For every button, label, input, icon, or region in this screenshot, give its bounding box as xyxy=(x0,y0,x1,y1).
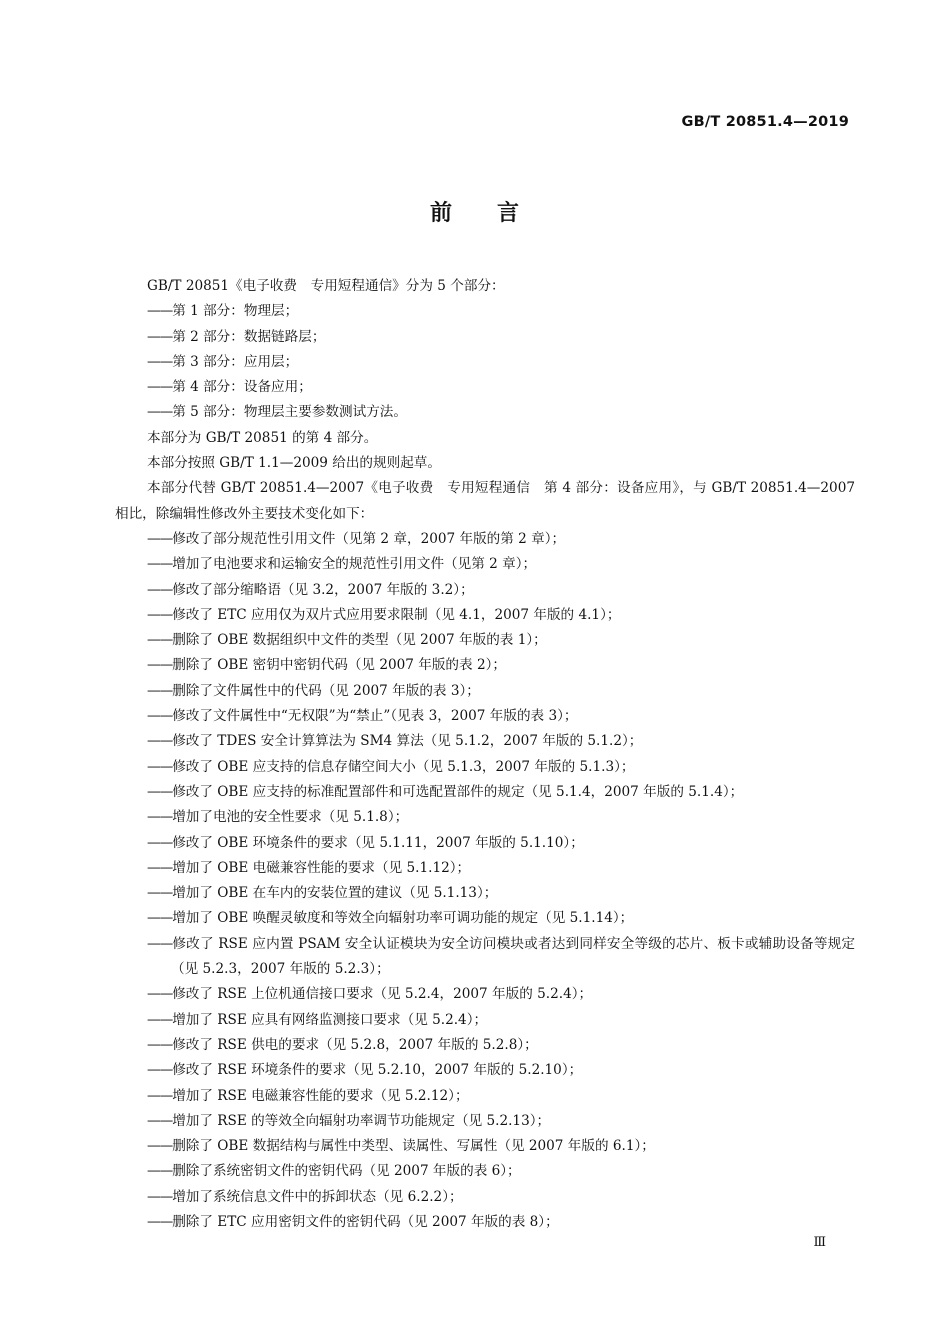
change-list-item xyxy=(115,780,855,805)
change-text: 删除了 ETC 应用密钥文件的密钥代码（见 2007 年版的表 8）； xyxy=(172,1213,559,1230)
dash-mark: —— xyxy=(147,1138,173,1155)
change-text: 修改了部分规范性引用文件（见第 2 章，2007 年版的第 2 章）； xyxy=(172,530,566,547)
change-list-item xyxy=(115,1058,855,1083)
title-char-1: 前 xyxy=(429,201,453,226)
change-text: 增加了系统信息文件中的拆卸状态（见 6.2.2）； xyxy=(172,1188,463,1205)
change-text: 修改了 RSE 供电的要求（见 5.2.8，2007 年版的 5.2.8）； xyxy=(172,1036,538,1053)
change-list-item xyxy=(115,932,855,983)
change-list-item xyxy=(115,1159,855,1184)
page-number: Ⅲ xyxy=(813,1235,826,1250)
change-text: 修改了 TDES 安全计算算法为 SM4 算法（见 5.1.2，2007 年版的 5.1.2）； xyxy=(172,733,643,750)
dash-mark: —— xyxy=(147,581,173,598)
dash-mark: —— xyxy=(147,632,173,649)
dash-mark: —— xyxy=(147,353,173,370)
dash-mark: —— xyxy=(147,379,173,396)
dash-mark: —— xyxy=(147,1188,173,1205)
dash-mark: —— xyxy=(147,1163,173,1180)
change-list-item xyxy=(115,1008,855,1033)
change-list-item xyxy=(115,729,855,754)
change-list-item xyxy=(115,704,855,729)
part-text: 第 5 部分：物理层主要参数测试方法。 xyxy=(172,404,407,421)
change-list-item xyxy=(115,527,855,552)
dash-mark: —— xyxy=(147,303,173,320)
part-statement: 本部分为 GB/T 20851 的第 4 部分。 xyxy=(147,429,378,446)
dash-mark: —— xyxy=(147,1036,173,1053)
standard-number: GB/T 20851.4—2019 xyxy=(681,114,849,130)
part-list-item xyxy=(115,299,855,324)
change-text: 增加了 OBE 电磁兼容性能的要求（见 5.1.12）； xyxy=(172,859,471,876)
dash-mark: —— xyxy=(147,657,173,674)
dash-mark: —— xyxy=(147,733,173,750)
change-list-item xyxy=(115,1109,855,1134)
change-list-item xyxy=(115,982,855,1007)
change-text: 增加了电池要求和运输安全的规范性引用文件（见第 2 章）； xyxy=(172,556,537,573)
page-title xyxy=(0,196,950,227)
change-text: 删除了 OBE 数据结构与属性中类型、读属性、写属性（见 2007 年版的 6.1）； xyxy=(172,1138,655,1155)
dash-mark: —— xyxy=(147,859,173,876)
change-text: 删除了 OBE 密钥中密钥代码（见 2007 年版的表 2）； xyxy=(172,657,506,674)
dash-mark: —— xyxy=(147,556,173,573)
part-list-item xyxy=(115,375,855,400)
dash-mark: —— xyxy=(147,935,173,952)
drafting-rules-statement: 本部分按照 GB/T 1.1—2009 给出的规则起草。 xyxy=(147,455,441,472)
change-list-item xyxy=(115,552,855,577)
part-text: 第 2 部分：数据链路层； xyxy=(172,328,326,345)
part-list-item xyxy=(115,325,855,350)
change-list-item xyxy=(115,805,855,830)
change-text: 删除了 OBE 数据组织中文件的类型（见 2007 年版的表 1）； xyxy=(172,632,547,649)
dash-mark: —— xyxy=(147,910,173,927)
change-list-item xyxy=(115,679,855,704)
change-text: 修改了部分缩略语（见 3.2，2007 年版的 3.2）； xyxy=(172,581,474,598)
foreword-body xyxy=(115,274,855,1235)
part-text: 第 4 部分：设备应用； xyxy=(172,379,312,396)
change-text: 修改了 OBE 环境条件的要求（见 5.1.11，2007 年版的 5.1.10）； xyxy=(172,834,584,851)
change-list-item xyxy=(115,1185,855,1210)
change-list-item xyxy=(115,653,855,678)
dash-mark: —— xyxy=(147,1062,173,1079)
dash-mark: —— xyxy=(147,530,173,547)
intro-paragraph: GB/T 20851《电子收费 专用短程通信》分为 5 个部分： xyxy=(147,278,505,294)
change-list-item xyxy=(115,1210,855,1235)
change-list-item xyxy=(115,578,855,603)
dash-mark: —— xyxy=(147,1011,173,1028)
change-text: 修改了 RSE 上位机通信接口要求（见 5.2.4，2007 年版的 5.2.4）； xyxy=(172,986,593,1003)
change-list-item xyxy=(115,1134,855,1159)
change-text: 增加了 OBE 在车内的安装位置的建议（见 5.1.13）； xyxy=(172,885,498,902)
dash-mark: —— xyxy=(147,1213,173,1230)
dash-mark: —— xyxy=(147,758,173,775)
title-char-2: 言 xyxy=(497,201,521,226)
change-text: 增加了 RSE 电磁兼容性能的要求（见 5.2.12）； xyxy=(172,1087,469,1104)
change-list-item xyxy=(115,755,855,780)
change-list-item xyxy=(115,856,855,881)
change-list-item xyxy=(115,1033,855,1058)
replacement-statement: 本部分代替 GB/T 20851.4—2007《电子收费 专用短程通信 第 4 部分：设备应用》，与 GB/T 20851.4—2007 相比，除编辑性修改外主要技术变化如下： xyxy=(115,480,855,522)
change-list-item xyxy=(115,1084,855,1109)
change-text: 修改了 OBE 应支持的标准配置部件和可选配置部件的规定（见 5.1.4，2007 年版的 5.1.4）； xyxy=(172,783,744,800)
dash-mark: —— xyxy=(147,404,173,421)
change-text: 删除了系统密钥文件的密钥代码（见 2007 年版的表 6）； xyxy=(172,1163,521,1180)
dash-mark: —— xyxy=(147,809,173,826)
dash-mark: —— xyxy=(147,682,173,699)
change-list-item xyxy=(115,628,855,653)
change-text: 增加了 OBE 唤醒灵敏度和等效全向辐射功率可调功能的规定（见 5.1.14）； xyxy=(172,910,634,927)
change-text: 修改了 RSE 环境条件的要求（见 5.2.10，2007 年版的 5.2.10）； xyxy=(172,1062,583,1079)
change-text: 修改了 ETC 应用仅为双片式应用要求限制（见 4.1，2007 年版的 4.1）； xyxy=(172,606,621,623)
dash-mark: —— xyxy=(147,708,173,725)
change-list-item xyxy=(115,906,855,931)
part-list-item xyxy=(115,400,855,425)
change-text: 修改了 OBE 应支持的信息存储空间大小（见 5.1.3，2007 年版的 5.1.3）； xyxy=(172,758,635,775)
change-text: 增加了电池的安全性要求（见 5.1.8）； xyxy=(172,809,409,826)
part-text: 第 1 部分：物理层； xyxy=(172,303,299,320)
part-list-item xyxy=(115,350,855,375)
dash-mark: —— xyxy=(147,885,173,902)
dash-mark: —— xyxy=(147,1087,173,1104)
dash-mark: —— xyxy=(147,986,173,1003)
change-text: 修改了文件属性中“无权限”为“禁止”（见表 3，2007 年版的表 3）； xyxy=(172,708,578,725)
dash-mark: —— xyxy=(147,328,173,345)
dash-mark: —— xyxy=(147,834,173,851)
change-text: 修改了 RSE 应内置 PSAM 安全认证模块为安全访问模块或者达到同样安全等级的芯片、板卡或辅助设备等规定（见 5.2.3，2007 年版的 5.2.3）； xyxy=(171,935,855,978)
dash-mark: —— xyxy=(147,783,173,800)
part-text: 第 3 部分：应用层； xyxy=(172,353,299,370)
change-list-item xyxy=(115,603,855,628)
dash-mark: —— xyxy=(147,1112,173,1129)
change-list-item xyxy=(115,831,855,856)
change-text: 增加了 RSE 的等效全向辐射功率调节功能规定（见 5.2.13）； xyxy=(172,1112,551,1129)
dash-mark: —— xyxy=(147,606,173,623)
change-text: 增加了 RSE 应具有网络监测接口要求（见 5.2.4）； xyxy=(172,1011,488,1028)
change-list-item xyxy=(115,881,855,906)
change-text: 删除了文件属性中的代码（见 2007 年版的表 3）； xyxy=(172,682,480,699)
